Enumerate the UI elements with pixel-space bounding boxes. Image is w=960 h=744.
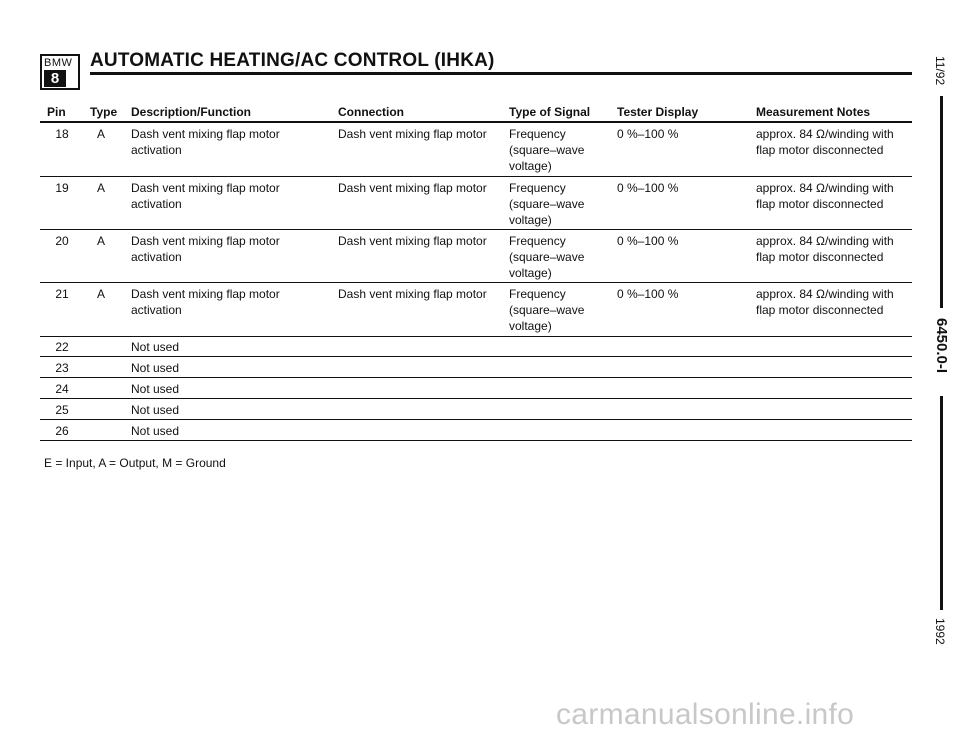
header-measurement-notes: Measurement Notes [756,105,871,119]
title-rule [90,72,912,75]
cell-type: A [96,287,105,301]
cell-signal-type: Frequency (square–wave voltage) [509,234,585,280]
cell-type: A [96,127,105,141]
cell-pin: 24 [55,382,69,396]
cell-measurement-notes: approx. 84 Ω/winding with flap motor disconnected [756,234,894,264]
cell-description: Not used [131,361,180,375]
cell-signal-type: Frequency (square–wave voltage) [509,287,585,333]
header-signal-type: Type of Signal [509,105,591,119]
cell-pin: 26 [55,424,69,438]
cell-pin: 18 [55,127,69,141]
cell-description: Dash vent mixing flap motor activation [131,234,280,264]
cell-connection: Dash vent mixing flap motor [338,234,487,248]
page-title: AUTOMATIC HEATING/AC CONTROL (IHKA) [90,50,495,71]
cell-description: Dash vent mixing flap motor activation [131,287,280,317]
cell-description: Not used [131,424,180,438]
margin-line-bottom [940,396,943,610]
cell-type: A [96,234,105,248]
cell-pin: 22 [55,340,69,354]
cell-signal-type: Frequency (square–wave voltage) [509,181,585,227]
cell-measurement-notes: approx. 84 Ω/winding with flap motor disconnected [756,287,894,317]
cell-pin: 25 [55,403,69,417]
cell-pin: 21 [55,287,69,301]
row-divider [40,398,912,399]
row-divider [40,377,912,378]
margin-year: 1992 [933,618,947,645]
cell-tester-display: 0 %–100 % [617,181,679,195]
cell-pin: 19 [55,181,69,195]
watermark: carmanualsonline.info [556,698,855,731]
cell-measurement-notes: approx. 84 Ω/winding with flap motor disconnected [756,127,894,157]
cell-description: Dash vent mixing flap motor activation [131,181,280,211]
header-pin: Pin [47,105,66,119]
bmw-logo [40,54,80,90]
cell-tester-display: 0 %–100 % [617,127,679,141]
cell-signal-type: Frequency (square–wave voltage) [509,127,585,173]
row-divider [40,336,912,337]
cell-description: Not used [131,382,180,396]
cell-description: Not used [131,340,180,354]
cell-connection: Dash vent mixing flap motor [338,181,487,195]
margin-line-top [940,96,943,308]
logo-brand: BMW [44,57,73,69]
cell-tester-display: 0 %–100 % [617,287,679,301]
row-divider [40,282,912,283]
cell-description: Dash vent mixing flap motor activation [131,127,280,157]
header-tester-display: Tester Display [617,105,699,119]
header-connection: Connection [338,105,404,119]
cell-tester-display: 0 %–100 % [617,234,679,248]
cell-type: A [96,181,105,195]
cell-pin: 20 [55,234,69,248]
logo-series: 8 [44,70,66,87]
type-legend-footnote: E = Input, A = Output, M = Ground [44,456,226,470]
cell-connection: Dash vent mixing flap motor [338,127,487,141]
cell-measurement-notes: approx. 84 Ω/winding with flap motor disconnected [756,181,894,211]
cell-description: Not used [131,403,180,417]
header-rule [40,121,912,123]
cell-pin: 23 [55,361,69,375]
row-divider [40,419,912,420]
header-description: Description/Function [131,105,251,119]
margin-section-number: 6450.0-I [933,318,950,374]
cell-connection: Dash vent mixing flap motor [338,287,487,301]
margin-date: 11/92 [933,56,947,86]
row-divider [40,176,912,177]
row-divider [40,229,912,230]
table-bottom-rule [40,440,912,441]
header-type: Type [90,105,118,119]
row-divider [40,356,912,357]
